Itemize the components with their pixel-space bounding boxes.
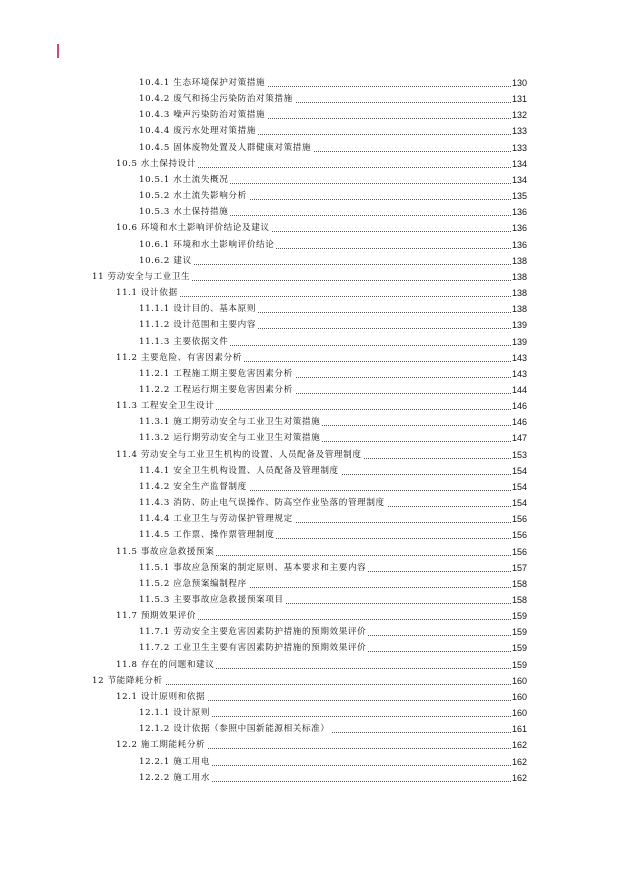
toc-entry-title: 10.4.3 噪声污染防治对策措施 [139, 107, 267, 123]
toc-page-number: 146 [511, 414, 527, 430]
toc-page-number: 160 [511, 689, 527, 705]
toc-page-number: 144 [511, 382, 527, 398]
toc-entry-title: 10.4.2 废气和扬尘污染防治对策措施 [139, 91, 295, 107]
toc-entry-title: 11 劳动安全与工业卫生 [92, 269, 192, 285]
toc-page-number: 139 [511, 334, 527, 350]
toc-page-number: 130 [511, 75, 527, 91]
toc-entry[interactable] [0, 107, 621, 123]
toc-page-number: 136 [511, 204, 527, 220]
toc-entry-title: 11.7.2 工业卫生主要有害因素防护措施的预期效果评价 [139, 640, 368, 656]
toc-entry[interactable] [0, 705, 621, 721]
toc-page-number: 161 [511, 721, 527, 737]
toc-entry-title: 11.8 存在的问题和建议 [116, 657, 216, 673]
toc-entry[interactable] [0, 447, 621, 463]
table-of-contents [0, 75, 621, 786]
toc-entry-title: 12.2 施工期能耗分析 [116, 737, 207, 753]
toc-page-number: 159 [511, 608, 527, 624]
toc-page-number: 156 [511, 527, 527, 543]
toc-entry[interactable] [0, 511, 621, 527]
toc-entry-title: 10.6.1 环境和水土影响评价结论 [139, 237, 276, 253]
toc-entry-title: 11.1 设计依据 [116, 285, 180, 301]
toc-entry[interactable] [0, 640, 621, 656]
toc-entry-title: 11.4 劳动安全与工业卫生机构的设置、人员配备及管理制度 [116, 447, 364, 463]
toc-entry[interactable] [0, 285, 621, 301]
toc-entry[interactable] [0, 576, 621, 592]
toc-page-number: 156 [511, 544, 527, 560]
toc-page-number: 147 [511, 430, 527, 446]
toc-entry[interactable] [0, 269, 621, 285]
toc-entry-title: 11.4.2 安全生产监督制度 [139, 479, 249, 495]
toc-entry[interactable] [0, 624, 621, 640]
toc-entry-title: 11.5.3 主要事故应急救援预案项目 [139, 592, 286, 608]
toc-page-number: 160 [511, 705, 527, 721]
toc-entry-title: 11.4.4 工业卫生与劳动保护管理规定 [139, 511, 295, 527]
toc-entry-title: 11.7 预期效果评价 [116, 608, 198, 624]
toc-entry-title: 10.5.2 水土流失影响分析 [139, 188, 249, 204]
toc-page-number: 138 [511, 269, 527, 285]
toc-leader-dots [139, 264, 525, 265]
toc-entry-title: 10.4.5 固体废物处置及人群健康对策措施 [139, 140, 313, 156]
toc-entry[interactable] [0, 544, 621, 560]
page-margin-mark [57, 44, 59, 58]
toc-entry[interactable] [0, 754, 621, 770]
toc-entry[interactable] [0, 608, 621, 624]
toc-page-number: 143 [511, 350, 527, 366]
toc-entry[interactable] [0, 220, 621, 236]
toc-entry-title: 11.4.1 安全卫生机构设置、人员配备及管理制度 [139, 463, 341, 479]
toc-page-number: 154 [511, 495, 527, 511]
toc-page-number: 138 [511, 253, 527, 269]
toc-entry[interactable] [0, 673, 621, 689]
toc-page-number: 157 [511, 560, 527, 576]
toc-entry[interactable] [0, 156, 621, 172]
toc-entry[interactable] [0, 75, 621, 91]
toc-page-number: 159 [511, 640, 527, 656]
toc-entry-title: 11.1.2 设计范围和主要内容 [139, 317, 258, 333]
toc-entry[interactable] [0, 188, 621, 204]
toc-entry-title: 11.5 事故应急救援预案 [116, 544, 216, 560]
toc-entry-title: 11.3 工程安全卫生设计 [116, 398, 216, 414]
toc-page-number: 162 [511, 754, 527, 770]
toc-entry[interactable] [0, 172, 621, 188]
toc-entry-title: 11.2 主要危险、有害因素分析 [116, 350, 244, 366]
toc-entry-title: 11.5.2 应急预案编制程序 [139, 576, 249, 592]
toc-entry-title: 11.1.3 主要依据文件 [139, 334, 230, 350]
toc-page-number: 133 [511, 140, 527, 156]
toc-page-number: 159 [511, 657, 527, 673]
toc-entry[interactable] [0, 560, 621, 576]
toc-entry-title: 10.5.3 水土保持措施 [139, 204, 230, 220]
toc-entry[interactable] [0, 140, 621, 156]
toc-entry[interactable] [0, 592, 621, 608]
toc-entry[interactable] [0, 737, 621, 753]
toc-entry-title: 12.1.2 设计依据（参照中国新能源相关标准） [139, 721, 332, 737]
toc-page-number: 158 [511, 592, 527, 608]
toc-page-number: 162 [511, 770, 527, 786]
toc-entry-title: 11.7.1 劳动安全主要危害因素防护措施的预期效果评价 [139, 624, 368, 640]
toc-entry-title: 11.3.2 运行期劳动安全与工业卫生对策措施 [139, 430, 322, 446]
toc-page-number: 136 [511, 237, 527, 253]
toc-page-number: 133 [511, 123, 527, 139]
toc-page-number: 159 [511, 624, 527, 640]
toc-entry[interactable] [0, 527, 621, 543]
toc-entry-title: 11.2.1 工程施工期主要危害因素分析 [139, 366, 295, 382]
toc-entry-title: 10.4.4 废污水处理对策措施 [139, 123, 258, 139]
toc-entry[interactable] [0, 237, 621, 253]
toc-entry[interactable] [0, 253, 621, 269]
toc-entry[interactable] [0, 334, 621, 350]
toc-entry[interactable] [0, 430, 621, 446]
toc-page-number: 138 [511, 285, 527, 301]
toc-page-number: 160 [511, 673, 527, 689]
toc-page-number: 158 [511, 576, 527, 592]
toc-page-number: 134 [511, 156, 527, 172]
toc-page-number: 134 [511, 172, 527, 188]
toc-entry[interactable] [0, 204, 621, 220]
toc-entry-title: 11.4.3 消防、防止电气误操作、防高空作业坠落的管理制度 [139, 495, 387, 511]
toc-page-number: 138 [511, 301, 527, 317]
toc-entry[interactable] [0, 123, 621, 139]
toc-entry-title: 10.5.1 水土流失概况 [139, 172, 230, 188]
toc-page-number: 143 [511, 366, 527, 382]
toc-entry[interactable] [0, 463, 621, 479]
toc-entry[interactable] [0, 414, 621, 430]
toc-page-number: 131 [511, 91, 527, 107]
toc-page-number: 146 [511, 398, 527, 414]
toc-entry-title: 11.1.1 设计目的、基本原则 [139, 301, 258, 317]
toc-page-number: 162 [511, 737, 527, 753]
toc-entry[interactable] [0, 770, 621, 786]
toc-entry-title: 11.2.2 工程运行期主要危害因素分析 [139, 382, 295, 398]
toc-entry[interactable] [0, 479, 621, 495]
toc-entry[interactable] [0, 495, 621, 511]
toc-entry[interactable] [0, 350, 621, 366]
toc-entry-title: 11.5.1 事故应急预案的制定原则、基本要求和主要内容 [139, 560, 368, 576]
toc-entry-title: 12.2.2 施工用水 [139, 770, 212, 786]
toc-entry-title: 12.2.1 施工用电 [139, 754, 212, 770]
toc-entry-title: 12.1.1 设计原则 [139, 705, 212, 721]
toc-page-number: 132 [511, 107, 527, 123]
toc-entry[interactable] [0, 301, 621, 317]
toc-entry[interactable] [0, 689, 621, 705]
toc-page-number: 139 [511, 317, 527, 333]
toc-page-number: 136 [511, 220, 527, 236]
toc-page-number: 135 [511, 188, 527, 204]
toc-entry[interactable] [0, 382, 621, 398]
toc-page-number: 154 [511, 479, 527, 495]
toc-entry-title: 10.4.1 生态环境保护对策措施 [139, 75, 267, 91]
toc-entry-title: 12 节能降耗分析 [92, 673, 165, 689]
toc-entry-title: 12.1 设计原则和依据 [116, 689, 207, 705]
toc-entry-title: 10.5 水土保持设计 [116, 156, 198, 172]
toc-entry[interactable] [0, 657, 621, 673]
toc-entry[interactable] [0, 317, 621, 333]
toc-entry-title: 11.3.1 施工期劳动安全与工业卫生对策措施 [139, 414, 322, 430]
toc-entry[interactable] [0, 366, 621, 382]
toc-entry-title: 10.6.2 建议 [139, 253, 194, 269]
toc-entry-title: 10.6 环境和水土影响评价结论及建议 [116, 220, 272, 236]
toc-entry[interactable] [0, 398, 621, 414]
toc-entry-title: 11.4.5 工作票、操作票管理制度 [139, 527, 276, 543]
toc-page-number: 153 [511, 447, 527, 463]
toc-entry[interactable] [0, 721, 621, 737]
toc-page-number: 156 [511, 511, 527, 527]
toc-entry[interactable] [0, 91, 621, 107]
toc-page-number: 154 [511, 463, 527, 479]
